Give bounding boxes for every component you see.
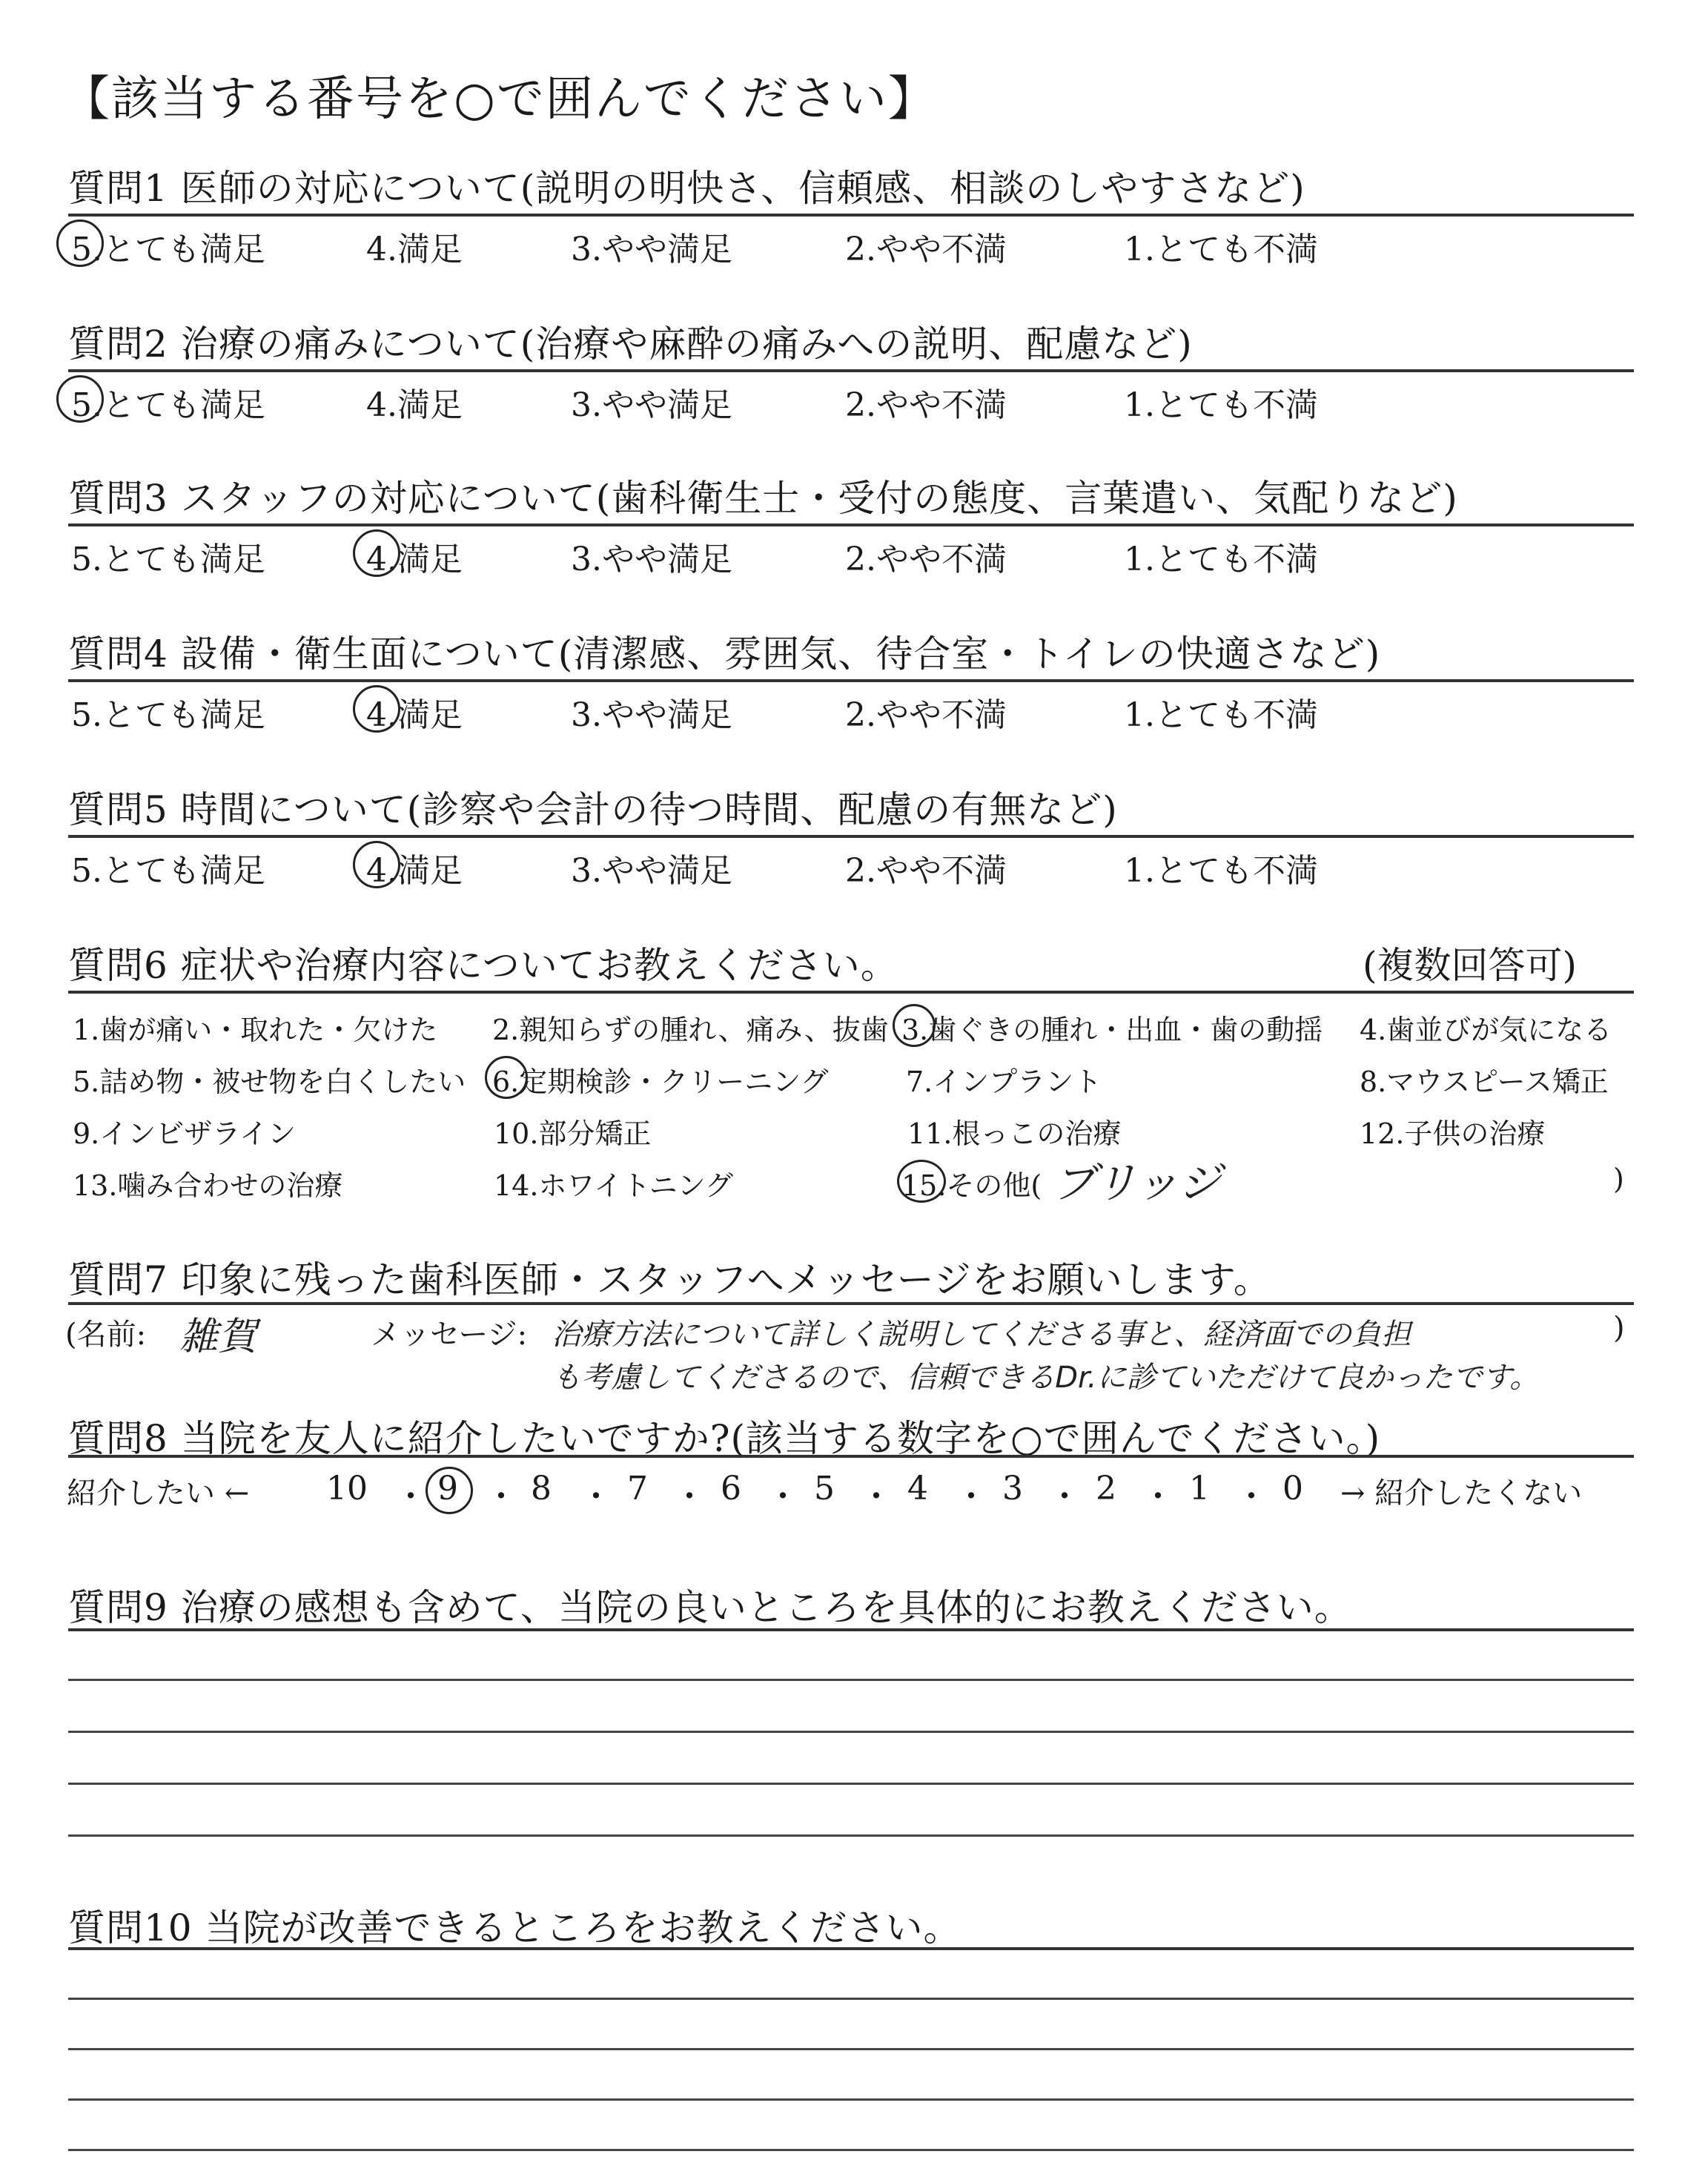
- q3-divider: [68, 524, 1634, 526]
- q6-header: 質問6 症状や治療内容についてお教えください。: [68, 944, 898, 987]
- q1-option-5[interactable]: 5.とても満足: [71, 231, 265, 268]
- q3-option-5[interactable]: 5.とても満足: [71, 541, 265, 578]
- q10-header: 質問10 当院が改善できるところをお教えください。: [68, 1906, 961, 1949]
- q1-option-4[interactable]: 4.満足: [366, 231, 463, 268]
- q1-option-3[interactable]: 3.やや満足: [571, 231, 732, 268]
- q5-option-2[interactable]: 2.やや不満: [845, 852, 1007, 890]
- q4-option-2[interactable]: 2.やや不満: [845, 696, 1007, 734]
- q2-selected-circle: [56, 375, 104, 423]
- q8-right-label: → 紹介したくない: [1340, 1476, 1583, 1510]
- q7-message-label: メッセージ:: [371, 1318, 528, 1352]
- q1-header: 質問1 医師の対応について(説明の明快さ、信頼感、相談のしやすさなど): [68, 167, 1305, 210]
- q2-option-3[interactable]: 3.やや満足: [571, 386, 732, 424]
- q1-option-1[interactable]: 1.とても不満: [1124, 231, 1318, 268]
- q9-answer-line: [68, 1731, 1634, 1733]
- q3-option-1[interactable]: 1.とても不満: [1124, 541, 1318, 578]
- q2-option-4[interactable]: 4.満足: [366, 386, 463, 424]
- q6-divider: [68, 991, 1634, 994]
- q1-selected-circle: [56, 219, 104, 267]
- q10-answer-line: [68, 2149, 1634, 2151]
- q6-other-text[interactable]: ブリッジ: [1053, 1157, 1222, 1208]
- q2-header: 質問2 治療の痛みについて(治療や麻酔の痛みへの説明、配慮など): [68, 323, 1193, 366]
- q5-selected-circle: [353, 841, 400, 888]
- q7-message-line2[interactable]: も考慮してくださるので、信頼できるDr.に診ていただけて良かったです。: [552, 1361, 1540, 1395]
- q6-selected-circle-6: [485, 1056, 528, 1099]
- q9-answer-line: [68, 1783, 1634, 1785]
- q8-scale-7[interactable]: 7: [627, 1470, 648, 1507]
- q6-item-2[interactable]: 2.親知らずの腫れ、痛み、抜歯: [492, 1014, 889, 1046]
- q8-divider: [68, 1455, 1634, 1458]
- q4-header: 質問4 設備・衛生面について(清潔感、雰囲気、待合室・トイレの快適さなど): [68, 633, 1381, 676]
- q7-divider: [68, 1302, 1634, 1305]
- q9-header: 質問9 治療の感想も含めて、当院の良いところを具体的にお教えください。: [68, 1586, 1352, 1629]
- q8-scale-0[interactable]: 0: [1282, 1470, 1303, 1507]
- q9-answer-line: [68, 1834, 1634, 1837]
- page-title: 【該当する番号を○で囲んでください】: [62, 72, 937, 127]
- q10-answer-line: [68, 2098, 1634, 2101]
- q5-option-4[interactable]: 4.満足: [366, 852, 463, 890]
- q7-header: 質問7 印象に残った歯科医師・スタッフへメッセージをお願いします。: [68, 1258, 1271, 1301]
- q6-selected-circle-15: [897, 1160, 946, 1203]
- q6-item-15[interactable]: 15.その他(: [901, 1169, 1042, 1202]
- q10-answer-line: [68, 2048, 1634, 2050]
- q9-divider: [68, 1628, 1634, 1631]
- q6-item-4[interactable]: 4.歯並びが気になる: [1360, 1014, 1612, 1046]
- q6-item-8[interactable]: 8.マウスピース矯正: [1360, 1066, 1609, 1098]
- q3-selected-circle: [353, 529, 400, 577]
- q6-item-13[interactable]: 13.噛み合わせの治療: [73, 1169, 343, 1202]
- q2-option-1[interactable]: 1.とても不満: [1124, 386, 1318, 424]
- q9-answer-line: [68, 1679, 1634, 1681]
- q8-scale-8[interactable]: 8: [531, 1470, 552, 1507]
- q8-scale-4[interactable]: 4: [907, 1470, 928, 1507]
- q6-item-1[interactable]: 1.歯が痛い・取れた・欠けた: [73, 1014, 438, 1046]
- q2-divider: [68, 369, 1634, 372]
- q4-option-5[interactable]: 5.とても満足: [71, 696, 265, 734]
- q6-item-5[interactable]: 5.詰め物・被せ物を白くしたい: [73, 1066, 466, 1098]
- q6-selected-circle-3: [893, 1004, 936, 1047]
- q8-scale-1[interactable]: 1: [1189, 1470, 1210, 1507]
- q4-option-3[interactable]: 3.やや満足: [571, 696, 732, 734]
- q4-divider: [68, 679, 1634, 682]
- q3-option-2[interactable]: 2.やや不満: [845, 541, 1007, 578]
- q6-item-3[interactable]: 3.歯ぐきの腫れ・出血・歯の動揺: [901, 1014, 1323, 1046]
- q6-item-6[interactable]: 6.定期検診・クリーニング: [492, 1066, 829, 1098]
- q4-selected-circle: [353, 685, 400, 733]
- q8-scale-3[interactable]: 3: [1002, 1470, 1023, 1507]
- q4-option-4[interactable]: 4.満足: [366, 696, 463, 734]
- q7-name-label: (名前:: [65, 1318, 147, 1352]
- q6-item-14[interactable]: 14.ホワイトニング: [494, 1169, 734, 1202]
- q8-scale-2[interactable]: 2: [1096, 1470, 1116, 1507]
- q8-scale-9[interactable]: 9: [437, 1470, 458, 1507]
- q1-divider: [68, 214, 1634, 217]
- q5-option-3[interactable]: 3.やや満足: [571, 852, 732, 890]
- q7-close-paren: ): [1613, 1311, 1625, 1345]
- q8-selected-circle: [426, 1467, 473, 1514]
- q3-option-4[interactable]: 4.満足: [366, 541, 463, 578]
- q6-item-7[interactable]: 7.インプラント: [906, 1066, 1102, 1098]
- q6-item-12[interactable]: 12.子供の治療: [1360, 1117, 1546, 1150]
- q10-answer-line: [68, 1998, 1634, 2000]
- q5-option-5[interactable]: 5.とても満足: [71, 852, 265, 890]
- q6-note: (複数回答可): [1363, 944, 1578, 987]
- q3-header: 質問3 スタッフの対応について(歯科衛生士・受付の態度、言葉遣い、気配りなど): [68, 477, 1458, 520]
- q8-scale-10[interactable]: 10: [326, 1470, 368, 1507]
- q4-option-1[interactable]: 1.とても不満: [1124, 696, 1318, 734]
- q8-scale-5[interactable]: 5: [814, 1470, 835, 1507]
- q3-option-3[interactable]: 3.やや満足: [571, 541, 732, 578]
- q6-item-9[interactable]: 9.インビザライン: [73, 1117, 297, 1150]
- q7-name-value[interactable]: 雑賀: [179, 1315, 257, 1359]
- q8-left-label: 紹介したい ←: [67, 1476, 250, 1510]
- q7-message-line1[interactable]: 治療方法について詳しく説明してくださる事と、経済面での負担: [552, 1318, 1411, 1352]
- q5-divider: [68, 835, 1634, 838]
- q8-scale-6[interactable]: 6: [721, 1470, 741, 1507]
- q2-option-2[interactable]: 2.やや不満: [845, 386, 1007, 424]
- q10-divider: [68, 1947, 1634, 1950]
- q1-option-2[interactable]: 2.やや不満: [845, 231, 1007, 268]
- q5-header: 質問5 時間について(診察や会計の待つ時間、配慮の有無など): [68, 788, 1118, 831]
- q6-item-11[interactable]: 11.根っこの治療: [907, 1117, 1122, 1150]
- q8-header: 質問8 当院を友人に紹介したいですか?(該当する数字を○で囲んでください。): [68, 1417, 1381, 1460]
- q6-other-close-paren: ): [1613, 1163, 1624, 1195]
- q5-option-1[interactable]: 1.とても不満: [1124, 852, 1318, 890]
- q6-item-10[interactable]: 10.部分矯正: [494, 1117, 652, 1150]
- q2-option-5[interactable]: 5.とても満足: [71, 386, 265, 424]
